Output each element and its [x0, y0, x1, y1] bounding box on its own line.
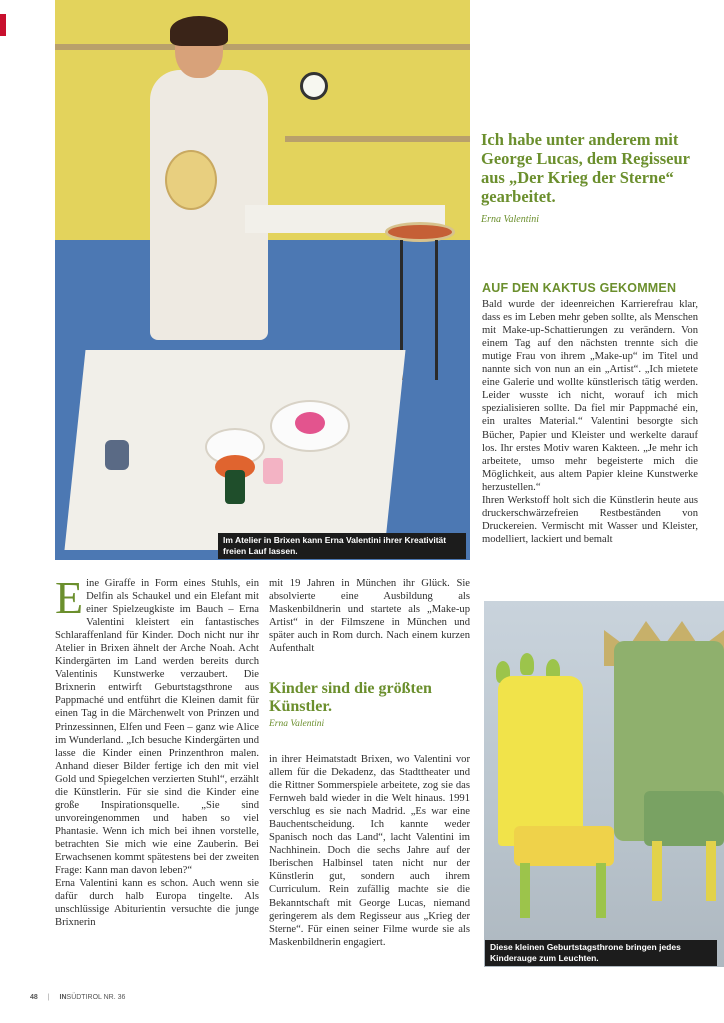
- drop-cap: E: [55, 572, 84, 623]
- yellow-chair-back: [498, 676, 583, 846]
- green-chair-leg: [652, 841, 662, 901]
- wall-clock-icon: [300, 72, 328, 100]
- intro-text: ine Giraffe in Form eines Stuhls, ein Delfin als Schaukel und ein Elefant mit einer Spielzeugkiste im Bauch – Erna Valentini kleistert ein fantastisches Schlaraffenland für Kinder. Doch nicht nur ihr Atelier in Brixen ähnelt der Arche Noah. Acht Kindergärten im Land werden bereits durch Valentinis Kunstwerke verzaubert. Die Brixnerin entwirft Geburtstagsthrone aus Pappmaché und entführt die Kleinen damit für einen Tag in die Märchenwelt von Prinzen und Prinzessinnen, Elfen und Feen – ganz wie Alice im Wunderland. „Ich besuche Kindergärten und lasse die Kinder einen Prinzenthron malen. Anhand dieser Bilder fertige ich den mit viel Gold und Spiegelchen verzierten Stuhl“, erzählt die Künstlerin. Für sie sind die Kinder eine große Inspirationsquelle. „Sie sind unvoreingenommen und haben so viel Phantasie. Wenn ich mich bei ihnen vorstelle, betrachten Sie mich wie eine Zauberin. Bei Erwachsenen kommt spätestens bei der zweiten Frage: Kann man davon leben?“: [55, 578, 259, 877]
- page-footer: [30, 994, 125, 1001]
- middle-column-top: [269, 577, 470, 655]
- inline-quote: [269, 680, 470, 729]
- pull-quote-text: Ich habe unter anderem mit George Lucas, dem Regisseur aus „Der Krieg der Sterne“ gearbeitet.: [481, 130, 690, 206]
- yellow-chair-leg: [520, 863, 530, 918]
- paint-splash: [295, 412, 325, 434]
- atelier-photo-caption: Im Atelier in Brixen kann Erna Valentini ihrer Kreativität freien Lauf lassen.: [218, 533, 466, 559]
- intro-paragraph: [55, 572, 259, 877]
- pull-quote-author: Erna Valentini: [481, 214, 540, 225]
- page-number: 48: [30, 994, 38, 1001]
- papier-mache-figure: [165, 150, 217, 210]
- green-chair-leg: [706, 841, 716, 901]
- chair-knob: [520, 653, 534, 675]
- inline-quote-text: Kinder sind die größten Künstler.: [269, 680, 432, 715]
- stool-leg: [435, 240, 438, 380]
- yellow-chair-seat: [514, 826, 614, 866]
- inline-quote-author: Erna Valentini: [269, 719, 325, 729]
- section-heading: AUF DEN KAKTUS GEKOMMEN: [482, 281, 677, 295]
- footer-separator: |: [47, 994, 50, 1001]
- right-paragraph-1: Bald wurde der ideenreichen Karrierefrau klar, dass es im Leben mehr geben sollte, als Menschen mit Make-up-Schattierungen zu verändern. Von einem Tag auf den nächsten trennte sich die mutige Frau von ihrem „Make-up“ im Titel und nannte sich von nun an ein „Artist“. „Ich mietete eine Galerie und wollte künstlerisch tätig werden. Leider wusste ich nicht, worauf ich mich spezialisieren sollte. Da fiel mir Pappmaché ein, ein uraltes Material.“ Valentini besorgte sich Bücher, Papier und Kleister und werkelte darauf los. Ihr erstes Motiv waren Kakteen. „Je mehr ich arbeitete, umso mehr begeisterte mich die Möglichkeit, aus altem Papier kleine Kunstwerke herzustellen.“: [482, 299, 698, 493]
- left-column: [55, 572, 259, 929]
- magazine-issue: SÜDTIROL NR. 36: [66, 994, 126, 1001]
- thrones-photo: [484, 601, 724, 967]
- paint-jar: [105, 440, 129, 470]
- middle-paragraph-bottom: in ihrer Heimatstadt Brixen, wo Valentini vor allem für die Dekadenz, das Stadttheater und die Rittner Sommerspiele arbeitete, zog sie das Fernweh bald wieder in die Welt hinaus. 1991 verschlug es sie nach Madrid. „Es war eine Bauchentscheidung. Ich kannte weder Spanisch noch das Land“, lacht Valentini im Nachhinein. Doch die sechs Jahre auf der Iberischen Halbinsel taten nicht nur der Künstlerin gut, sondern auch ihrem Curriculum. Rein zufällig machte sie die Bekanntschaft mit George Lucas, niemand geringerem als dem Regisseur aus „Krieg der Sterne“. Für einen seiner Filme wurde sie als Maskenbildnerin engagiert.: [269, 754, 470, 948]
- artist-hair: [170, 16, 228, 46]
- right-column: [482, 282, 698, 546]
- yellow-chair-leg: [596, 863, 606, 918]
- pull-quote: [481, 130, 701, 225]
- thrones-photo-caption: Diese kleinen Geburtstagsthrone bringen jedes Kinderauge zum Leuchten.: [485, 940, 717, 966]
- middle-paragraph-top: mit 19 Jahren in München ihr Glück. Sie absolvierte eine Ausbildung als Maskenbildnerin und startete als „Make-up Artist“ in der Filmszene in München und später auch in Rom durch. Nach einem kurzen Aufenthalt: [269, 578, 470, 655]
- paint-jar: [225, 470, 245, 504]
- paint-jar: [263, 458, 283, 484]
- middle-column-bottom: [269, 753, 470, 949]
- green-chair-seat: [644, 791, 724, 846]
- photo-shelf-right: [285, 136, 470, 142]
- section-tab-marker: [0, 14, 6, 36]
- painted-stool: [385, 222, 455, 242]
- left-paragraph-2: Erna Valentini kann es schon. Auch wenn sie dafür durch halb Europa tingelte. Als unschlüssige Abiturientin versuchte die junge Brixnerin: [55, 878, 259, 929]
- magazine-prefix: IN: [59, 994, 67, 1001]
- right-paragraph-2: Ihren Werkstoff holt sich die Künstlerin heute aus druckerschwärzefreien Restbeständen von Druckereien. Vermischt mit Wasser und Kleister, modelliert, lackiert und bemalt: [482, 494, 698, 545]
- atelier-photo: [55, 0, 470, 560]
